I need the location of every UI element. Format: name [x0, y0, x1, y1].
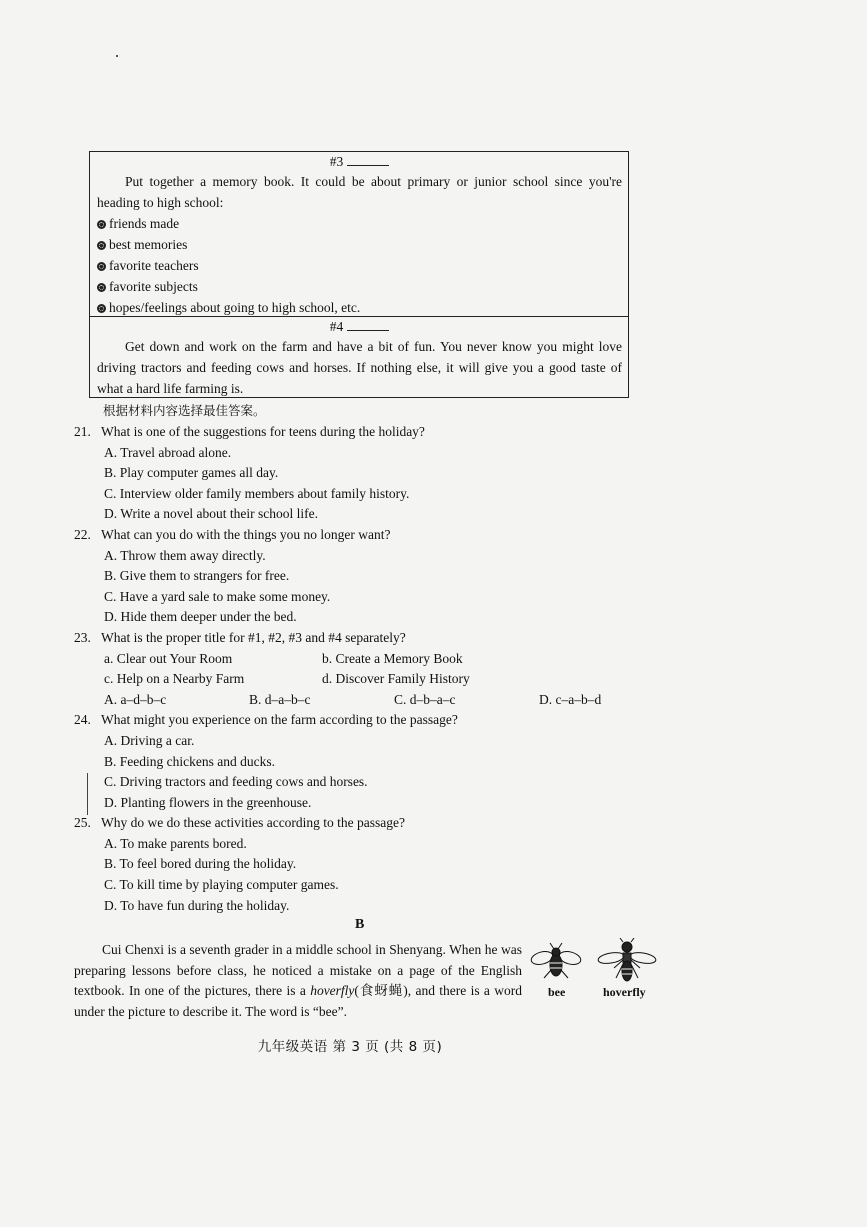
title-b: b. Create a Memory Book: [322, 650, 463, 666]
instruction: 根据材料内容选择最佳答案。: [103, 403, 266, 418]
answer-blank: [347, 317, 389, 331]
question-number: 23.: [74, 629, 91, 645]
insect-drawings: [530, 938, 660, 986]
question-list: [74, 422, 634, 916]
title-row: [74, 669, 634, 690]
question-stem: Why do we do these activities according to the passage?: [101, 815, 406, 831]
question-24: [74, 710, 634, 813]
passage-italic: hoverfly: [310, 983, 355, 999]
question-stem: What is one of the suggestions for teens during the holiday?: [101, 424, 425, 439]
option-a: A. Travel abroad alone.: [104, 444, 232, 460]
title-d: d. Discover Family History: [322, 671, 470, 687]
option-c: C. Interview older family members about family history.: [104, 485, 410, 501]
question-stem: What can you do with the things you no longer want?: [101, 526, 391, 542]
box-4-text: Get down and work on the farm and have a bit of fun. You never know you might love driving tractors and feeding cows and horses. If nothing else, it will give you a good taste of what a hard life farming is.: [97, 339, 622, 396]
box-4-heading: #4: [97, 317, 622, 337]
option-d: D. Write a novel about their school life.: [104, 506, 319, 522]
section-b-passage: [74, 940, 522, 1022]
option-row: [74, 690, 714, 711]
bullet-item: friends made: [97, 214, 622, 235]
section-b-label: B: [355, 917, 365, 932]
option-d: D. Hide them deeper under the bed.: [104, 609, 297, 625]
bee-label: bee: [548, 985, 566, 999]
page-footer: 九年级英语 第 3 页 (共 8 页): [257, 1039, 443, 1055]
question-number: 22.: [74, 526, 91, 542]
option-a: A. Driving a car.: [104, 732, 195, 748]
option-a: A. a–d–b–c: [104, 691, 167, 707]
question-number: 25.: [74, 815, 91, 831]
hoverfly-label: hoverfly: [603, 985, 646, 999]
hoverfly-icon: [597, 938, 656, 981]
bee-icon: [530, 943, 582, 978]
title-c: c. Help on a Nearby Farm: [104, 671, 245, 687]
option-a: A. To make parents bored.: [104, 835, 247, 851]
option-b: B. Play computer games all day.: [104, 465, 279, 481]
option-d: D. To have fun during the holiday.: [104, 897, 290, 913]
question-23: [74, 628, 634, 710]
box-4: [89, 317, 629, 398]
box-3-intro: Put together a memory book. It could be about primary or junior school since you're heading to high school:: [97, 174, 622, 210]
question-stem: What might you experience on the farm according to the passage?: [101, 712, 458, 728]
box-3: [89, 151, 629, 317]
title-row: [74, 649, 634, 670]
option-c: C. d–b–a–c: [394, 691, 456, 707]
option-d: D. c–a–b–d: [539, 691, 602, 707]
margin-mark: [87, 773, 88, 815]
box-3-heading: #3: [97, 152, 622, 172]
bullet-icon: [97, 304, 106, 313]
option-c: C. To kill time by playing computer games.: [104, 877, 339, 893]
bullet-icon: [97, 220, 106, 229]
bullet-item: favorite subjects: [97, 277, 622, 298]
bullet-icon: [97, 262, 106, 271]
question-number: 21.: [74, 424, 91, 439]
option-b: B. d–a–b–c: [249, 691, 311, 707]
option-b: B. Feeding chickens and ducks.: [104, 753, 275, 769]
option-d: D. Planting flowers in the greenhouse.: [104, 794, 312, 810]
option-c: C. Have a yard sale to make some money.: [104, 588, 331, 604]
bullet-item: favorite teachers: [97, 256, 622, 277]
option-a: A. Throw them away directly.: [104, 547, 266, 563]
question-number: 24.: [74, 712, 91, 728]
question-22: [74, 525, 634, 628]
answer-blank: [347, 152, 389, 166]
bullet-icon: [97, 283, 106, 292]
passage-text-1: Cui Chenxi is a seventh grader in a middle school in Shenyang. When he was preparing lessons before class, he noticed a mistake on a page of the English textbook. In one of the pictures, there is a: [74, 942, 522, 999]
option-b: B. Give them to strangers for free.: [104, 568, 290, 584]
scan-speck: [116, 55, 118, 57]
insect-figure: [530, 938, 660, 1000]
bullet-item: hopes/feelings about going to high school, etc.: [97, 298, 622, 319]
question-25: [74, 813, 634, 916]
option-c: C. Driving tractors and feeding cows and horses.: [104, 774, 368, 790]
bullet-icon: [97, 241, 106, 250]
title-a: a. Clear out Your Room: [104, 650, 233, 666]
option-b: B. To feel bored during the holiday.: [104, 856, 297, 872]
passage-text-2: (食蚜蝇), and there is a word under the picture to describe it. The word is “bee”.: [74, 983, 522, 1019]
question-21: [74, 422, 634, 525]
question-stem: What is the proper title for #1, #2, #3 and #4 separately?: [101, 629, 406, 645]
bullet-item: best memories: [97, 235, 622, 256]
